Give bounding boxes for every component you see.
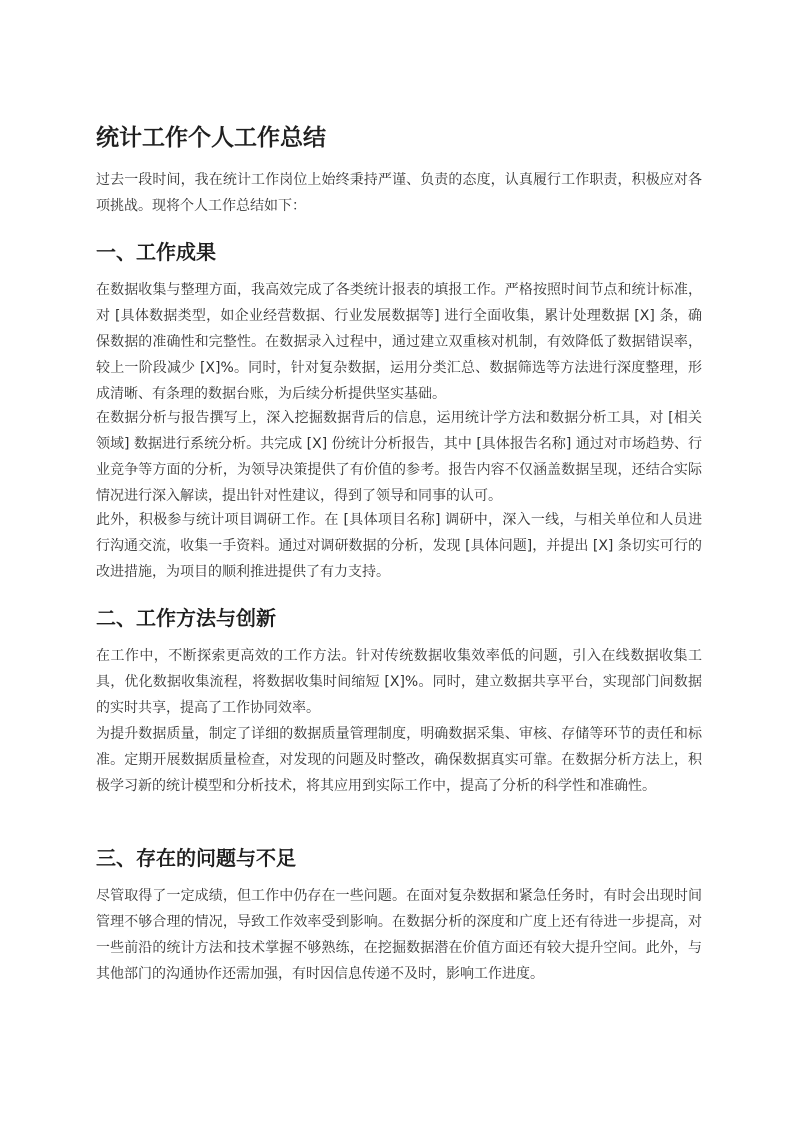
achievements-paragraph-research: 此外，积极参与统计项目调研工作。在 [具体项目名称] 调研中，深入一线，与相关单位和人员进行沟通交流，收集一手资料。通过对调研数据的分析，发现 [具体问题]，并提出 [X] 条切实可行的改进措施，为项目的顺利推进提供了有力支持。 <box>96 512 702 580</box>
achievements-paragraph-analysis-reports: 在数据分析与报告撰写上，深入挖掘数据背后的信息，运用统计学方法和数据分析工具，对 [相关领域] 数据进行系统分析。共完成 [X] 份统计分析报告，其中 [具体报告名称] 通过对市场趋势、行业竞争等方面的分析，为领导决策提供了有价值的参考。报告内容不仅涵盖数据呈现，还结合实际情况进行深入解读，提出针对性建议，得到了领导和同事的认可。 <box>96 410 702 504</box>
section-heading-achievements: 一、工作成果 <box>96 240 216 264</box>
achievements-paragraph-data-collection: 在数据收集与整理方面，我高效完成了各类统计报表的填报工作。严格按照时间节点和统计标准，对 [具体数据类型，如企业经营数据、行业发展数据等] 进行全面收集，累计处理数据 [X] 条，确保数据的准确性和完整性。在数据录入过程中，通过建立双重核对机制，有效降低了数据错误率，较上一阶段减少 [X]%。同时，针对复杂数据，运用分类汇总、数据筛选等方法进行深度整理，形成清晰、有条理的数据台账，为后续分析提供坚实基础。 <box>96 282 702 402</box>
section-heading-methods: 二、工作方法与创新 <box>96 606 276 630</box>
problems-paragraph: 尽管取得了一定成绩，但工作中仍存在一些问题。在面对复杂数据和紧急任务时，有时会出现时间管理不够合理的情况，导致工作效率受到影响。在数据分析的深度和广度上还有待进一步提高，对一些前沿的统计方法和技术掌握不够熟练，在挖掘数据潜在价值方面还有较大提升空间。此外，与其他部门的沟通协作还需加强，有时因信息传递不及时，影响工作进度。 <box>96 888 702 982</box>
methods-paragraph-quality: 为提升数据质量，制定了详细的数据质量管理制度，明确数据采集、审核、存储等环节的责任和标准。定期开展数据质量检查，对发现的问题及时整改，确保数据真实可靠。在数据分析方法上，积极学习新的统计模型和分析技术，将其应用到实际工作中，提高了分析的科学性和准确性。 <box>96 726 702 794</box>
intro-paragraph: 过去一段时间，我在统计工作岗位上始终秉持严谨、负责的态度，认真履行工作职责，积极应对各项挑战。现将个人工作总结如下： <box>96 172 702 214</box>
document-title: 统计工作个人工作总结 <box>96 125 326 151</box>
methods-paragraph-efficiency: 在工作中，不断探索更高效的工作方法。针对传统数据收集效率低的问题，引入在线数据收集工具，优化数据收集流程，将数据收集时间缩短 [X]%。同时，建立数据共享平台，实现部门间数据的实时共享，提高了工作协同效率。 <box>96 648 702 716</box>
section-heading-problems: 三、存在的问题与不足 <box>96 846 296 870</box>
